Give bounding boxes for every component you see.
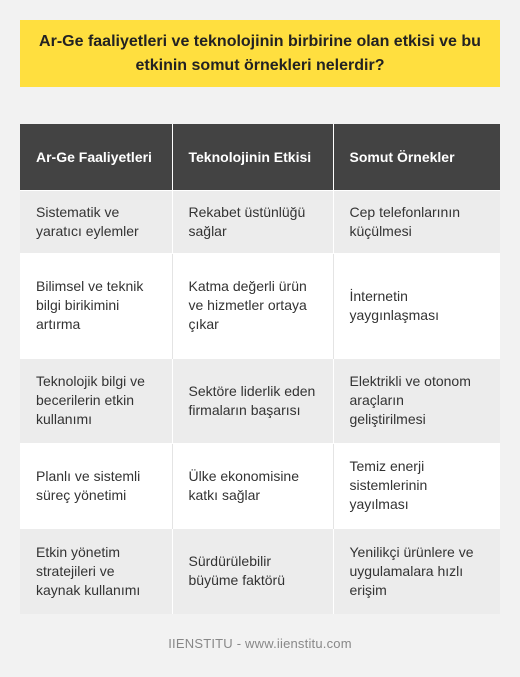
table-header-row — [20, 124, 500, 190]
column-header-rd-activities: Ar-Ge Faaliyetleri — [20, 124, 172, 190]
column-header-technology-effect: Teknolojinin Etkisi — [172, 124, 333, 190]
table-row — [20, 528, 500, 614]
page-title: Ar-Ge faaliyetleri ve teknolojinin birbirine olan etkisi ve bu etkinin somut örnekleri nelerdir? — [39, 32, 481, 74]
table-cell: Sürdürülebilir büyüme faktörü — [172, 528, 333, 614]
table-row — [20, 253, 500, 358]
table-cell: Sektöre liderlik eden firmaların başarısı — [172, 358, 333, 443]
table-cell: Etkin yönetim stratejileri ve kaynak kullanımı — [20, 528, 172, 614]
title-banner — [20, 20, 500, 87]
table-cell: Katma değerli ürün ve hizmetler ortaya çıkar — [172, 253, 333, 358]
table-cell: Bilimsel ve teknik bilgi birikimini artırma — [20, 253, 172, 358]
table-cell: Yenilikçi ürünlere ve uygulamalara hızlı erişim — [333, 528, 500, 614]
comparison-table — [20, 124, 500, 614]
table-cell: Sistematik ve yaratıcı eylemler — [20, 190, 172, 253]
table-row — [20, 443, 500, 528]
table-cell: Elektrikli ve otonom araçların geliştirilmesi — [333, 358, 500, 443]
table-cell: Cep telefonlarının küçülmesi — [333, 190, 500, 253]
table-row — [20, 190, 500, 253]
table-cell: Temiz enerji sistemlerinin yayılması — [333, 443, 500, 528]
column-header-concrete-examples: Somut Örnekler — [333, 124, 500, 190]
table-cell: İnternetin yaygınlaşması — [333, 253, 500, 358]
table-cell: Planlı ve sistemli süreç yönetimi — [20, 443, 172, 528]
footer-credit: IIENSTITU - www.iienstitu.com — [168, 636, 352, 651]
table-cell: Ülke ekonomisine katkı sağlar — [172, 443, 333, 528]
table-cell: Rekabet üstünlüğü sağlar — [172, 190, 333, 253]
table-row — [20, 358, 500, 443]
table-cell: Teknolojik bilgi ve becerilerin etkin kullanımı — [20, 358, 172, 443]
